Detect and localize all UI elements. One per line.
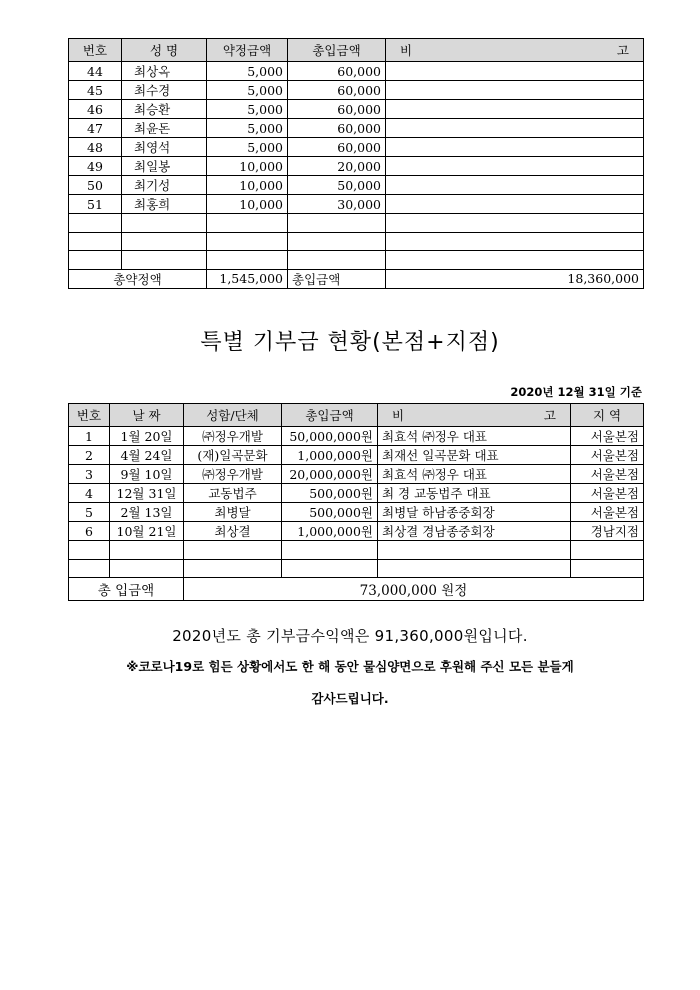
row-note [386, 195, 644, 214]
basis-date: 2020년 12월 31일 기준 [510, 385, 642, 399]
row-date: 2월 13일 [110, 503, 184, 522]
row-number: 1 [69, 427, 110, 446]
summary-row [69, 269, 644, 288]
empty-row [69, 232, 644, 251]
empty-row [69, 214, 644, 233]
header-remarks-b: 고 [616, 43, 629, 58]
row-region: 경남지점 [571, 522, 644, 541]
row-note [386, 62, 644, 81]
table-row [69, 465, 644, 484]
row-total: 60,000 [288, 100, 386, 119]
row-amount: 500,000원 [282, 484, 378, 503]
row-donor: ㈜정우개발 [184, 427, 282, 446]
row-note [386, 100, 644, 119]
table-row [69, 484, 644, 503]
header-remarks-a: 비 [392, 408, 405, 423]
thanks-message-line2: 감사드립니다. [311, 691, 389, 706]
header-remarks-a: 비 [400, 43, 413, 58]
row-region: 서울본점 [571, 465, 644, 484]
row-number: 51 [69, 195, 122, 214]
row-pledge: 5,000 [207, 100, 288, 119]
row-number: 5 [69, 503, 110, 522]
row-note: 최 경 교동법주 대표 [378, 484, 571, 503]
pledge-sum-label: 총약정액 [69, 269, 207, 288]
row-note: 최효석 ㈜정우 대표 [378, 465, 571, 484]
row-note: 최상결 경남종중회장 [378, 522, 571, 541]
row-number: 50 [69, 176, 122, 195]
header-remarks [378, 404, 571, 427]
row-name: 최윤돈 [122, 119, 207, 138]
total-sum-value: 18,360,000 [386, 269, 644, 288]
row-region: 서울본점 [571, 503, 644, 522]
table-row [69, 503, 644, 522]
row-pledge: 5,000 [207, 81, 288, 100]
annual-total-statement: 2020년도 총 기부금수익액은 91,360,000원입니다. [172, 627, 528, 645]
row-number: 44 [69, 62, 122, 81]
row-total: 30,000 [288, 195, 386, 214]
row-number: 46 [69, 100, 122, 119]
row-pledge: 5,000 [207, 138, 288, 157]
table-header-row [69, 39, 644, 62]
row-total: 60,000 [288, 119, 386, 138]
row-pledge: 5,000 [207, 119, 288, 138]
header-donor: 성함/단체 [184, 404, 282, 427]
row-donor: (재)일곡문화 [184, 446, 282, 465]
table-row [69, 176, 644, 195]
empty-row [69, 559, 644, 578]
table-row [69, 446, 644, 465]
row-date: 1월 20일 [110, 427, 184, 446]
row-number: 3 [69, 465, 110, 484]
table-row [69, 522, 644, 541]
row-region: 서울본점 [571, 484, 644, 503]
row-amount: 1,000,000원 [282, 446, 378, 465]
row-note: 최병달 하남종중회장 [378, 503, 571, 522]
row-number: 2 [69, 446, 110, 465]
header-total: 총입금액 [288, 39, 386, 62]
row-donor: 최병달 [184, 503, 282, 522]
header-number: 번호 [69, 39, 122, 62]
header-pledge: 약정금액 [207, 39, 288, 62]
table-row [69, 119, 644, 138]
header-number: 번호 [69, 404, 110, 427]
header-date: 날 짜 [110, 404, 184, 427]
row-name: 최상옥 [122, 62, 207, 81]
header-amount: 총입금액 [282, 404, 378, 427]
table-row [69, 157, 644, 176]
row-number: 4 [69, 484, 110, 503]
row-pledge: 10,000 [207, 157, 288, 176]
header-region: 지 역 [571, 404, 644, 427]
row-number: 47 [69, 119, 122, 138]
table-row [69, 81, 644, 100]
row-region: 서울본점 [571, 446, 644, 465]
header-name: 성 명 [122, 39, 207, 62]
row-region: 서울본점 [571, 427, 644, 446]
row-amount: 1,000,000원 [282, 522, 378, 541]
table-row [69, 138, 644, 157]
row-pledge: 10,000 [207, 176, 288, 195]
total-row [69, 578, 644, 601]
row-name: 최영석 [122, 138, 207, 157]
row-note [386, 176, 644, 195]
row-pledge: 5,000 [207, 62, 288, 81]
row-note [386, 81, 644, 100]
row-date: 12월 31일 [110, 484, 184, 503]
row-total: 50,000 [288, 176, 386, 195]
table-row [69, 195, 644, 214]
row-donor: 최상결 [184, 522, 282, 541]
grand-total-value: 73,000,000 원정 [184, 578, 644, 601]
row-amount: 500,000원 [282, 503, 378, 522]
row-note [386, 119, 644, 138]
row-total: 60,000 [288, 138, 386, 157]
row-name: 최수경 [122, 81, 207, 100]
row-note: 최효석 ㈜정우 대표 [378, 427, 571, 446]
total-sum-label: 총입금액 [288, 269, 386, 288]
row-donor: 교동법주 [184, 484, 282, 503]
row-name: 최일봉 [122, 157, 207, 176]
header-remarks [386, 39, 644, 62]
table-row [69, 62, 644, 81]
table-header-row [69, 404, 644, 427]
row-date: 10월 21일 [110, 522, 184, 541]
row-donor: ㈜정우개발 [184, 465, 282, 484]
thanks-message-line1: ※코로나19로 힘든 상황에서도 한 해 동안 물심양면으로 후원해 주신 모든 분들게 [126, 659, 574, 674]
grand-total-label: 총 입금액 [69, 578, 184, 601]
row-number: 6 [69, 522, 110, 541]
row-pledge: 10,000 [207, 195, 288, 214]
row-note: 최재선 일곡문화 대표 [378, 446, 571, 465]
row-note [386, 157, 644, 176]
row-name: 최승환 [122, 100, 207, 119]
member-dues-table [68, 38, 644, 289]
table-row [69, 427, 644, 446]
empty-row [69, 251, 644, 270]
row-amount: 50,000,000원 [282, 427, 378, 446]
row-number: 45 [69, 81, 122, 100]
row-amount: 20,000,000원 [282, 465, 378, 484]
row-date: 9월 10일 [110, 465, 184, 484]
row-total: 60,000 [288, 81, 386, 100]
row-total: 20,000 [288, 157, 386, 176]
row-date: 4월 24일 [110, 446, 184, 465]
section-title: 특별 기부금 현황(본점+지점) [200, 330, 500, 355]
row-total: 60,000 [288, 62, 386, 81]
row-note [386, 138, 644, 157]
empty-row [69, 541, 644, 560]
special-donation-table [68, 403, 644, 601]
row-number: 49 [69, 157, 122, 176]
pledge-sum-value: 1,545,000 [207, 269, 288, 288]
table-row [69, 100, 644, 119]
row-number: 48 [69, 138, 122, 157]
header-remarks-b: 고 [543, 408, 556, 423]
row-name: 최기성 [122, 176, 207, 195]
row-name: 최홍희 [122, 195, 207, 214]
